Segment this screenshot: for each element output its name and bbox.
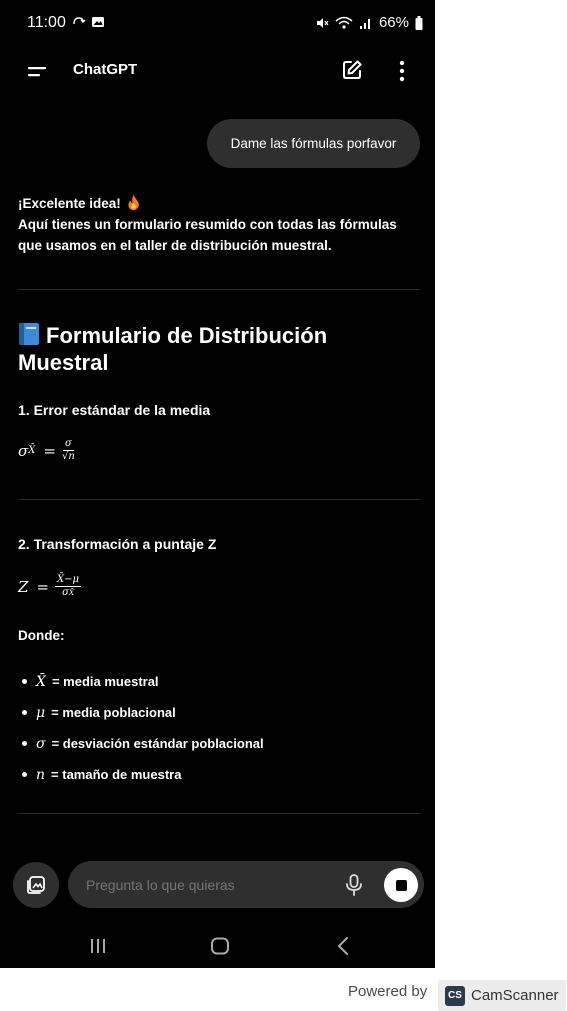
divider	[18, 813, 420, 814]
status-right	[315, 14, 423, 31]
status-bar	[0, 0, 435, 48]
attach-image-icon	[24, 873, 48, 897]
powered-by-text: Powered by	[348, 983, 428, 1000]
bullet-symbol: μ	[36, 704, 46, 721]
user-message-text: Dame las fórmulas porfavor	[230, 136, 397, 151]
formula2-denominator	[62, 587, 74, 599]
formula1-numerator: σ	[64, 438, 72, 449]
divider	[18, 499, 420, 500]
mic-icon[interactable]	[344, 874, 364, 896]
sync-icon	[72, 15, 86, 29]
bullet-text: = tamaño de muestra	[51, 767, 182, 782]
status-time: 11:00	[27, 14, 66, 31]
bullet-symbol: X̄	[36, 673, 46, 690]
battery-percent: 66%	[378, 14, 409, 31]
formula-standard-error	[18, 438, 75, 463]
donde-label: Donde:	[18, 628, 65, 643]
camscanner-watermark	[348, 983, 435, 1000]
formula2-numerator: X̄−μ	[57, 574, 80, 585]
formula-z-score	[18, 574, 81, 599]
menu-icon[interactable]	[26, 62, 48, 82]
divider	[18, 289, 420, 290]
camscanner-logo-icon: CS	[445, 986, 465, 1006]
status-notification-icons	[72, 15, 105, 29]
nav-recents-icon[interactable]	[89, 938, 107, 954]
bullet-symbol: σ	[36, 735, 46, 752]
nav-home-icon[interactable]	[210, 937, 230, 955]
list-item	[22, 666, 264, 697]
stop-icon	[396, 880, 407, 891]
formulary-heading	[18, 322, 418, 376]
formula1-lhs: σ	[18, 441, 29, 460]
bullet-text: = media poblacional	[51, 705, 176, 720]
edit-icon[interactable]	[340, 58, 364, 82]
app-header	[0, 48, 435, 96]
formula1-equals: =	[43, 441, 56, 460]
nav-back-icon[interactable]	[336, 936, 350, 956]
app-title: ChatGPT	[73, 61, 138, 78]
composer	[0, 850, 435, 920]
list-item	[22, 759, 264, 790]
message-input[interactable]	[68, 861, 424, 908]
assistant-intro	[18, 193, 418, 256]
formula2-den-symbol: σ	[62, 587, 69, 598]
list-item	[22, 697, 264, 728]
intro-line1: ¡Excelente idea!	[18, 196, 121, 211]
more-vertical-icon[interactable]	[392, 58, 412, 84]
system-nav-bar	[0, 922, 435, 968]
section1-title: 1. Error estándar de la media	[18, 402, 211, 418]
signal-icon	[359, 16, 373, 30]
bullet-symbol: n	[36, 766, 46, 783]
attach-button[interactable]	[13, 862, 59, 908]
formula2-equals: =	[36, 577, 50, 596]
formula2-lhs: Z	[18, 577, 29, 596]
formula2-fraction	[55, 574, 81, 599]
battery-icon	[415, 16, 423, 30]
list-item	[22, 728, 264, 759]
intro-text: Aquí tienes un formulario resumido con todas las fórmulas que usamos en el taller de distribución muestral.	[18, 217, 397, 253]
book-icon	[18, 322, 40, 346]
stop-button[interactable]	[384, 868, 418, 902]
section2-title: 2. Transformación a puntaje Z	[18, 536, 217, 552]
bullet-text: = media muestral	[51, 674, 159, 689]
bullet-text: = desviación estándar poblacional	[51, 736, 264, 751]
camscanner-badge	[438, 980, 566, 1011]
mute-icon	[315, 16, 329, 30]
formulary-heading-text: Formulario de Distribución Muestral	[18, 323, 328, 375]
definition-list	[22, 666, 264, 790]
fire-icon	[127, 195, 140, 210]
image-icon	[91, 15, 105, 29]
formula1-denominator: √n	[61, 451, 75, 462]
formula1-lhs-sub: X̄	[28, 445, 36, 456]
camscanner-brand: CamScanner	[471, 987, 559, 1004]
formula1-fraction	[62, 438, 75, 463]
user-message-bubble	[207, 119, 420, 168]
wifi-icon	[335, 16, 353, 30]
formula2-den-sub: X̄	[68, 589, 74, 597]
